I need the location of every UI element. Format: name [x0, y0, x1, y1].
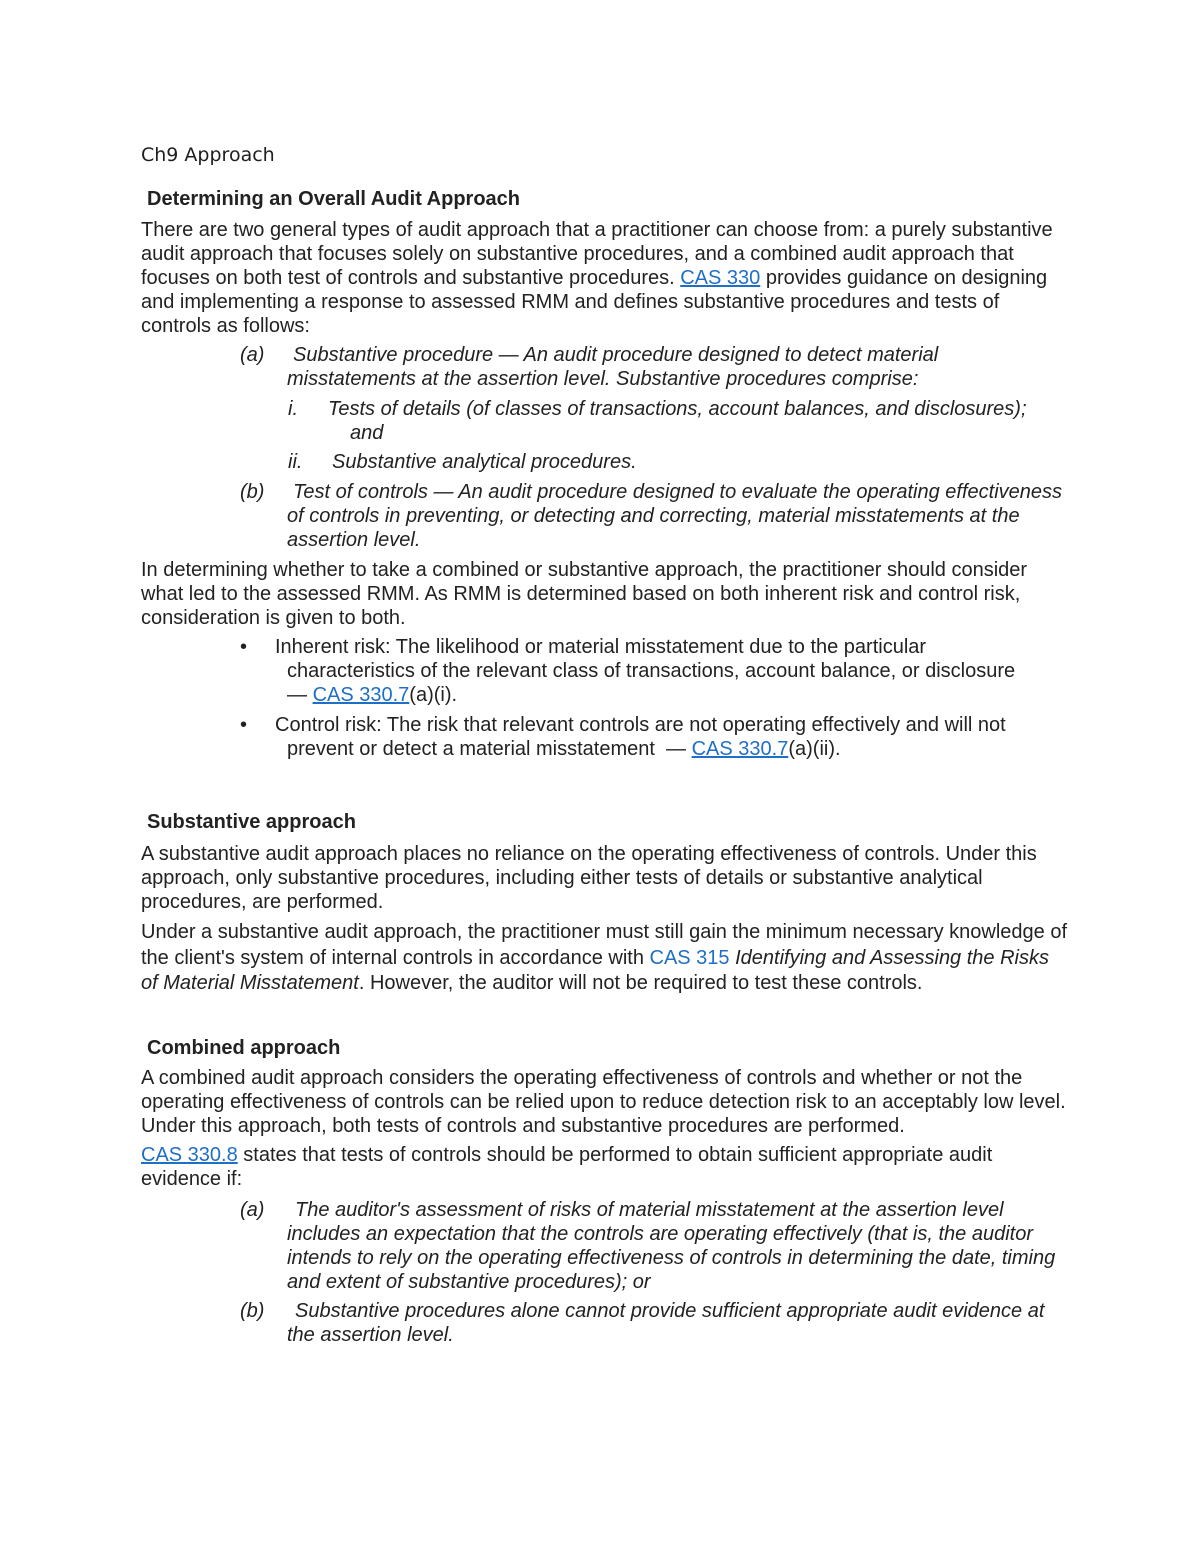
- sub-marker: ii.: [288, 451, 303, 473]
- paragraph-combined-2: [141, 1143, 1071, 1191]
- list-marker: (b): [240, 1300, 265, 1322]
- ref-text: (a)(i).: [409, 684, 458, 706]
- link-cas-330-7[interactable]: CAS 330.7: [691, 738, 789, 760]
- bullet-text: [275, 635, 1035, 707]
- paragraph-intro: [141, 218, 1071, 338]
- sub-item-cont-text: and: [350, 422, 384, 444]
- sub-item-i-continued: [350, 421, 383, 445]
- paragraph-substantive-1: A substantive audit approach places no reliance on the operating effectiveness of controls. Under this approach, only substantive procedures, including either tests of details or substantive analytical procedures, are performed.: [141, 843, 1037, 913]
- bullet-line-ref: [275, 737, 1035, 761]
- sub-item-text: Substantive analytical procedures.: [332, 451, 637, 473]
- bullet-line: characteristics of the relevant class of transactions, account balance, or disclosure: [287, 660, 1016, 682]
- paragraph-combined-1: A combined audit approach considers the operating effectiveness of controls and whether or not the operating effectiveness of controls can be relied upon to reduce detection risk to an acceptably low level. Under this approach, both tests of controls and substantive procedures are performed.: [141, 1067, 1066, 1137]
- list-item-text: The auditor's assessment of risks of material misstatement at the assertion level includes an expectation that the controls are operating effectively (that is, the auditor intends to rely on the operating effectiveness of controls in determining the date, timing and extent of substantive procedures); or: [287, 1199, 1056, 1293]
- heading-combined-approach: Combined approach: [147, 1037, 341, 1059]
- ref-text: (a)(ii).: [788, 738, 841, 760]
- link-cas-330-8[interactable]: CAS 330.8: [141, 1144, 238, 1166]
- list-marker: (a): [240, 344, 265, 366]
- bullet-line: Inherent risk: The likelihood or material misstatement due to the particular: [275, 636, 927, 658]
- italic-title: Identifying and Assessing the Risks of Material Misstatement: [141, 946, 1049, 994]
- document-title: Ch9 Approach: [141, 144, 275, 166]
- link-cas-330[interactable]: CAS 330: [680, 267, 761, 289]
- bullet-line-text: prevent or detect a material misstatement —: [287, 738, 692, 760]
- text-before: Under a substantive audit approach, the practitioner must still gain the minimum necessary knowledge of the client's system of internal controls in accordance with: [141, 921, 1068, 969]
- intro-text-before: There are two general types of audit approach that a practitioner can choose from: a purely substantive audit approach that focuses solely on substantive procedures, and a combined audit approach that focuses on both test of controls and substantive procedures.: [141, 219, 1053, 289]
- intro-text-after: provides guidance on designing and implementing a response to assessed RMM and defines substantive procedures and tests of controls as follows:: [141, 267, 1048, 337]
- bullet-line: Control risk: The risk that relevant controls are not operating effectively and will not: [275, 714, 1006, 736]
- sub-marker: i.: [288, 398, 298, 420]
- sub-item-text: Tests of details (of classes of transactions, account balances, and disclosures);: [328, 398, 1027, 420]
- list-item-text: Substantive procedures alone cannot provide sufficient appropriate audit evidence at the assertion level.: [287, 1300, 1045, 1346]
- heading-overall-audit-approach: Determining an Overall Audit Approach: [147, 188, 521, 210]
- link-cas-330-7[interactable]: CAS 330.7: [312, 684, 410, 706]
- paragraph-determining: In determining whether to take a combined or substantive approach, the practitioner should consider what led to the assessed RMM. As RMM is determined based on both inherent risk and control risk, consideration is given to both.: [141, 559, 1028, 629]
- link-cas-315[interactable]: CAS 315: [649, 946, 730, 969]
- list-item-text: Test of controls — An audit procedure designed to evaluate the operating effectiveness of controls in preventing, or detecting and correcting, material misstatements at the assertion level.: [287, 481, 1063, 551]
- heading-substantive-approach: Substantive approach: [147, 811, 356, 833]
- bullet-line-ref: [275, 683, 1035, 707]
- list-marker: (b): [240, 481, 265, 503]
- list-marker: (a): [240, 1199, 265, 1221]
- text-after: states that tests of controls should be performed to obtain sufficient appropriate audit evidence if:: [141, 1144, 993, 1190]
- bullet-text: [275, 713, 1035, 761]
- text-after: . However, the auditor will not be required to test these controls.: [358, 972, 923, 994]
- paragraph-substantive-2: [141, 920, 1071, 997]
- list-item-text: Substantive procedure — An audit procedure designed to detect material misstatements at the assertion level. Substantive procedures comprise:: [287, 344, 939, 390]
- bullet-marker: •: [240, 636, 248, 658]
- bullet-marker: •: [240, 714, 248, 736]
- dash: —: [287, 684, 313, 706]
